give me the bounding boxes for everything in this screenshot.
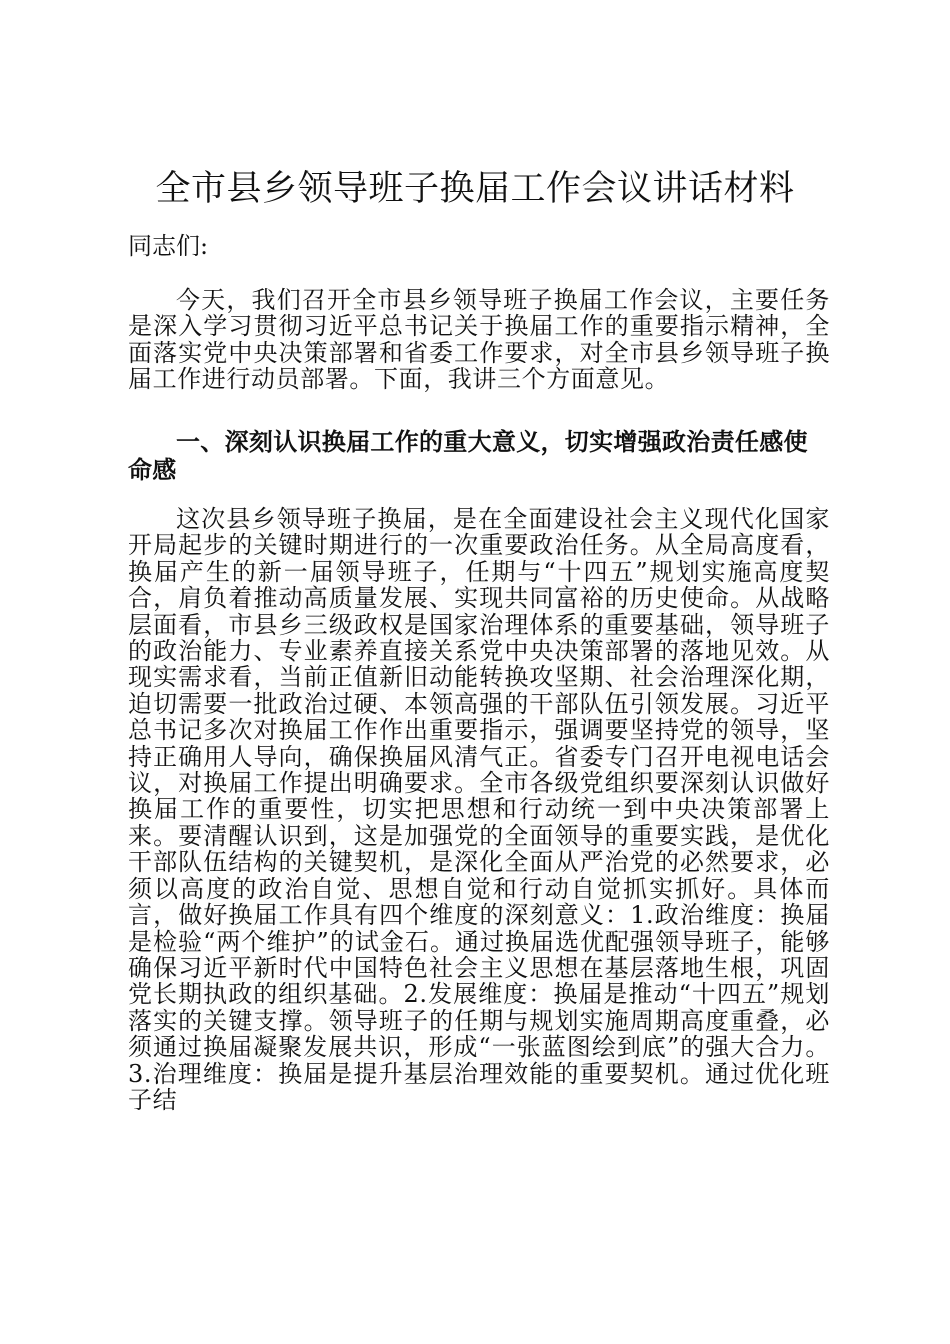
section-heading-1: 一、深刻认识换届工作的重大意义，切实增强政治责任感使命感 xyxy=(128,428,808,484)
section-1-body-paragraph: 这次县乡领导班子换届，是在全面建设社会主义现代化国家开局起步的关键时期进行的一次重要政治任务。从全局高度看，换届产生的新一届领导班子，任期与“十四五”规划实施高度契合，肩负着推动高质量发展、实现共同富裕的历史使命。从战略层面看，市县乡三级政权是国家治理体系的重要基础，领导班子的政治能力、专业素养直接关系党中央决策部署的落地见效。从现实需求看，当前正值新旧动能转换攻坚期、社会治理深化期，迫切需要一批政治过硬、本领高强的干部队伍引领发展。习近平总书记多次对换届工作作出重要指示，强调要坚持党的领导，坚持正确用人导向，确保换届风清气正。省委专门召开电视电话会议，对换届工作提出明确要求。全市各级党组织要深刻认识做好换届工作的重要性，切实把思想和行动统一到中央决策部署上来。要清醒认识到，这是加强党的全面领导的重要实践，是优化干部队伍结构的关键契机，是深化全面从严治党的必然要求，必须以高度的政治自觉、思想自觉和行动自觉抓实抓好。具体而言，做好换届工作具有四个维度的深刻意义：1.政治维度：换届是检验“两个维护”的试金石。通过换届选优配强领导班子，能够确保习近平新时代中国特色社会主义思想在基层落地生根，巩固党长期执政的组织基础。2.发展维度：换届是推动“十四五”规划落实的关键支撑。领导班子的任期与规划实施周期高度重叠，必须通过换届凝聚发展共识，形成“一张蓝图绘到底”的强大合力。3.治理维度：换届是提升基层治理效能的重要契机。通过优化班子结 xyxy=(128,505,830,1114)
salutation: 同志们: xyxy=(128,232,209,260)
document-title: 全市县乡领导班子换届工作会议讲话材料 xyxy=(155,169,795,209)
intro-paragraph: 今天，我们召开全市县乡领导班子换届工作会议，主要任务是深入学习贯彻习近平总书记关于换届工作的重要指示精神，全面落实党中央决策部署和省委工作要求，对全市县乡领导班子换届工作进行动员部署。下面，我讲三个方面意见。 xyxy=(128,286,830,394)
